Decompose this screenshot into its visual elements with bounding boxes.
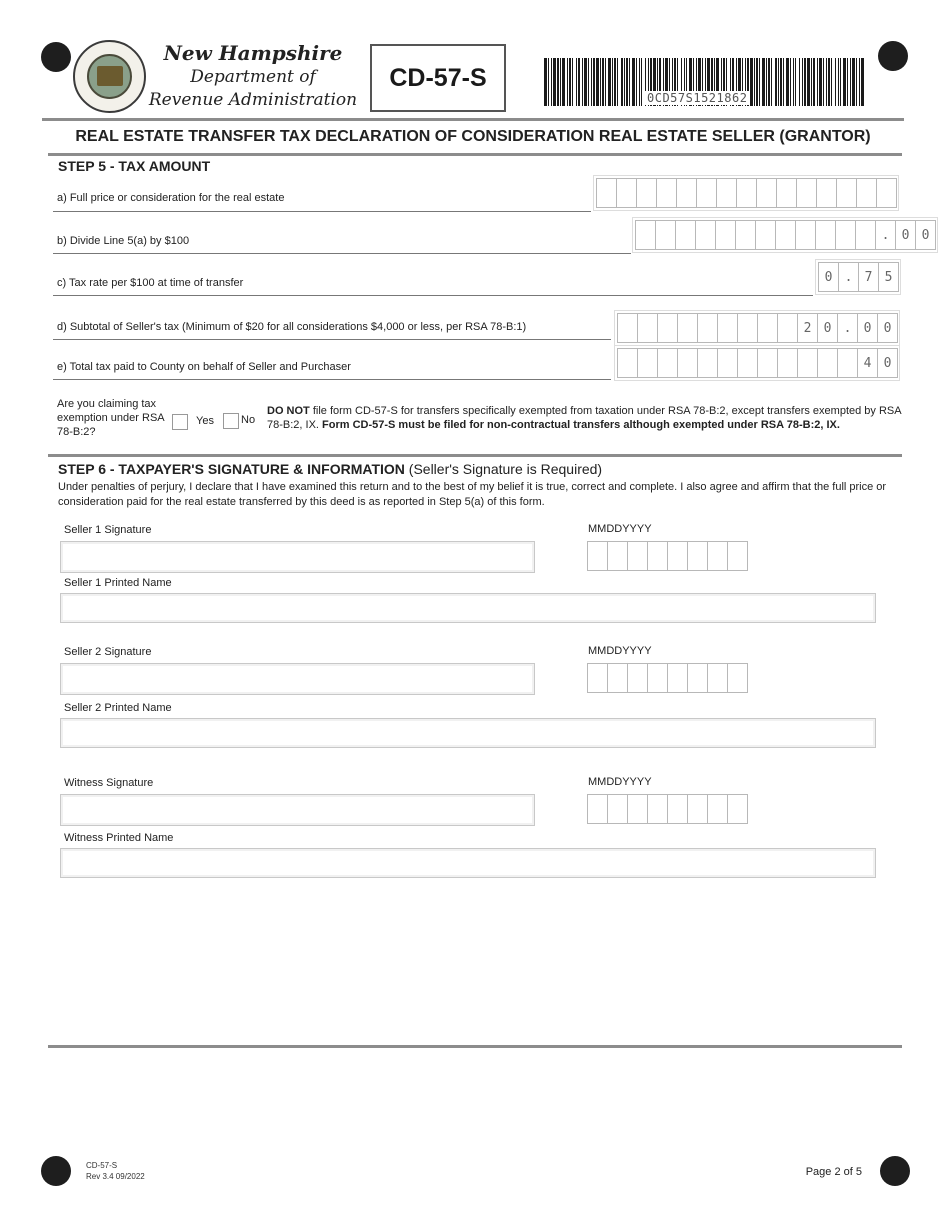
step6-heading: [58, 461, 602, 477]
digit-cell[interactable]: [837, 348, 858, 378]
title-divider: [48, 153, 902, 156]
date-digit-cell[interactable]: [687, 541, 708, 571]
digit-cell[interactable]: 0: [817, 313, 838, 343]
line-5c-rate[interactable]: [815, 259, 901, 295]
date-digit-cell[interactable]: [607, 794, 628, 824]
step6-divider: [48, 454, 902, 457]
digit-cell[interactable]: 0: [877, 313, 898, 343]
digit-cell[interactable]: [717, 313, 738, 343]
digit-cell[interactable]: [757, 313, 778, 343]
date-digit-cell[interactable]: [727, 794, 748, 824]
date-digit-cell[interactable]: [707, 541, 728, 571]
seller2-name-label: Seller 2 Printed Name: [64, 702, 172, 714]
seller1-date-label: MMDDYYYY: [588, 523, 652, 535]
date-digit-cell[interactable]: [727, 663, 748, 693]
digit-cell[interactable]: [677, 313, 698, 343]
date-digit-cell[interactable]: [667, 663, 688, 693]
digit-cell[interactable]: [635, 220, 656, 250]
exemption-yes-checkbox[interactable]: [172, 414, 188, 430]
seller2-signature-field[interactable]: [60, 663, 535, 695]
seller2-date-field[interactable]: [587, 663, 747, 693]
seller2-signature-label: Seller 2 Signature: [64, 646, 152, 658]
line-5c-underline: [53, 295, 813, 296]
digit-cell[interactable]: [736, 178, 757, 208]
line-5e-label: e) Total tax paid to County on behalf of Seller and Purchaser: [57, 361, 351, 373]
digit-cell[interactable]: [817, 348, 838, 378]
perjury-declaration: Under penalties of perjury, I declare that I have examined this return and to the best of my belief it is true, correct and complete. I also agree and affirm that the full price or consideration paid for the real estate transferred by this deed is as reported in Step 5(a) of this form.: [58, 481, 887, 508]
date-digit-cell[interactable]: [647, 663, 668, 693]
witness-date-field[interactable]: [587, 794, 747, 824]
registration-mark: [41, 42, 71, 72]
digit-cell[interactable]: 0: [857, 313, 878, 343]
seller1-date-field[interactable]: [587, 541, 747, 571]
form-id-box: CD-57-S: [370, 44, 506, 112]
line-5c-label: c) Tax rate per $100 at time of transfer: [57, 277, 244, 289]
digit-cell[interactable]: [876, 178, 897, 208]
digit-cell[interactable]: 5: [878, 262, 899, 292]
digit-cell[interactable]: [755, 220, 776, 250]
date-digit-cell[interactable]: [627, 663, 648, 693]
header-divider: [42, 118, 904, 121]
date-digit-cell[interactable]: [587, 541, 608, 571]
exemption-yes-label: Yes: [196, 415, 214, 427]
digit-cell[interactable]: [777, 313, 798, 343]
digit-cell[interactable]: 0: [818, 262, 839, 292]
digit-cell[interactable]: [675, 220, 696, 250]
note-must-file: Form CD-57-S must be filed for non-contractual transfers although exempted under RSA 78-B:2, IX.: [322, 419, 840, 431]
digit-cell[interactable]: [657, 348, 678, 378]
date-digit-cell[interactable]: [627, 794, 648, 824]
step6-subtitle: (Seller's Signature is Required): [404, 461, 603, 477]
digit-cell[interactable]: [795, 220, 816, 250]
digit-cell[interactable]: [815, 220, 836, 250]
digit-cell[interactable]: [855, 220, 876, 250]
exemption-question: Are you claiming tax exemption under RSA 78-B:2?: [57, 398, 165, 438]
step5-heading: STEP 5 - TAX AMOUNT: [58, 158, 211, 174]
digit-cell[interactable]: [777, 348, 798, 378]
digit-cell[interactable]: 0: [895, 220, 916, 250]
digit-cell[interactable]: [717, 348, 738, 378]
page-number: Page 2 of 5: [805, 1166, 862, 1178]
footer-revision: [86, 1160, 145, 1182]
date-digit-cell[interactable]: [667, 794, 688, 824]
digit-cell[interactable]: [775, 220, 796, 250]
digit-cell[interactable]: [796, 178, 817, 208]
date-digit-cell[interactable]: [667, 541, 688, 571]
digit-cell[interactable]: [757, 348, 778, 378]
exemption-no-checkbox[interactable]: [223, 413, 239, 429]
digit-cell[interactable]: [856, 178, 877, 208]
digit-cell[interactable]: [735, 220, 756, 250]
digit-cell[interactable]: [737, 348, 758, 378]
line-5a-label: a) Full price or consideration for the real estate: [57, 192, 285, 204]
exemption-note: [267, 404, 912, 432]
digit-cell[interactable]: [616, 178, 637, 208]
digit-cell[interactable]: [696, 178, 717, 208]
seller1-signature-label: Seller 1 Signature: [64, 524, 152, 536]
digit-cell[interactable]: [715, 220, 736, 250]
org-line-1: New Hampshire: [163, 41, 343, 65]
digit-cell[interactable]: [617, 313, 638, 343]
date-digit-cell[interactable]: [727, 541, 748, 571]
digit-cell[interactable]: 4: [857, 348, 878, 378]
line-5d-underline: [53, 339, 611, 340]
digit-cell[interactable]: [776, 178, 797, 208]
registration-mark: [41, 1156, 71, 1186]
digit-cell[interactable]: [655, 220, 676, 250]
digit-cell[interactable]: [677, 348, 698, 378]
registration-mark: [880, 1156, 910, 1186]
witness-name-label: Witness Printed Name: [64, 832, 174, 844]
date-digit-cell[interactable]: [587, 794, 608, 824]
date-digit-cell[interactable]: [707, 663, 728, 693]
footer-form-code: CD-57-S: [86, 1161, 118, 1170]
barcode-number: 0CD57S1521862: [644, 91, 750, 105]
seller2-name-field[interactable]: [60, 718, 876, 748]
date-digit-cell[interactable]: [607, 541, 628, 571]
digit-cell[interactable]: [596, 178, 617, 208]
note-do-not: DO NOT: [267, 405, 310, 417]
date-digit-cell[interactable]: [707, 794, 728, 824]
line-5b-label: b) Divide Line 5(a) by $100: [57, 235, 190, 247]
step6-title: STEP 6 - TAXPAYER'S SIGNATURE & INFORMATION: [58, 461, 405, 477]
digit-cell[interactable]: [835, 220, 856, 250]
digit-cell[interactable]: [637, 348, 658, 378]
digit-cell[interactable]: [617, 348, 638, 378]
footer-rev: Rev 3.4 09/2022: [86, 1172, 145, 1181]
seller1-signature-field[interactable]: [60, 541, 535, 573]
digit-cell[interactable]: [657, 313, 678, 343]
seller2-date-label: MMDDYYYY: [588, 645, 652, 657]
witness-signature-field[interactable]: [60, 794, 535, 826]
exemption-no-label: No: [241, 414, 256, 426]
date-digit-cell[interactable]: [587, 663, 608, 693]
digit-cell[interactable]: .: [838, 262, 859, 292]
digit-cell[interactable]: [656, 178, 677, 208]
form-title: REAL ESTATE TRANSFER TAX DECLARATION OF CONSIDERATION REAL ESTATE SELLER (GRANTOR): [75, 128, 871, 145]
line-5b-amount[interactable]: [632, 217, 938, 253]
seller1-name-label: Seller 1 Printed Name: [64, 577, 172, 589]
org-line-2: Department of: [190, 67, 316, 87]
date-digit-cell[interactable]: [627, 541, 648, 571]
line-5e-amount[interactable]: [614, 345, 900, 381]
digit-cell[interactable]: .: [875, 220, 896, 250]
state-seal-logo: [73, 40, 146, 113]
digit-cell[interactable]: 7: [858, 262, 879, 292]
digit-cell[interactable]: [697, 313, 718, 343]
digit-cell[interactable]: [756, 178, 777, 208]
digit-cell[interactable]: [637, 313, 658, 343]
digit-cell[interactable]: [716, 178, 737, 208]
digit-cell[interactable]: [636, 178, 657, 208]
bottom-divider: [48, 1045, 902, 1048]
line-5b-underline: [53, 253, 631, 254]
line-5e-underline: [53, 379, 611, 380]
department-name: [143, 40, 363, 112]
org-line-3: Revenue Administration: [148, 90, 358, 110]
seller1-name-field[interactable]: [60, 593, 876, 623]
witness-signature-label: Witness Signature: [64, 777, 154, 789]
date-digit-cell[interactable]: [647, 794, 668, 824]
digit-cell[interactable]: [695, 220, 716, 250]
date-digit-cell[interactable]: [687, 663, 708, 693]
note-text: file form CD-57-S for transfers specifically exempted from taxation under RSA 78-B:2, except transfers exempted by RSA 78-B:2, IX.: [267, 405, 901, 431]
digit-cell[interactable]: 2: [797, 313, 818, 343]
digit-cell[interactable]: [797, 348, 818, 378]
digit-cell[interactable]: 0: [915, 220, 936, 250]
date-digit-cell[interactable]: [647, 541, 668, 571]
digit-cell[interactable]: [836, 178, 857, 208]
witness-name-field[interactable]: [60, 848, 876, 878]
digit-cell[interactable]: [676, 178, 697, 208]
digit-cell[interactable]: [816, 178, 837, 208]
digit-cell[interactable]: .: [837, 313, 858, 343]
registration-mark: [878, 41, 908, 71]
line-5d-label: d) Subtotal of Seller's tax (Minimum of $20 for all considerations $4,000 or less, per RSA 78-B:1): [57, 321, 527, 333]
line-5a-underline: [53, 211, 591, 212]
witness-date-label: MMDDYYYY: [588, 776, 652, 788]
date-digit-cell[interactable]: [687, 794, 708, 824]
date-digit-cell[interactable]: [607, 663, 628, 693]
line-5a-amount[interactable]: [593, 175, 899, 211]
digit-cell[interactable]: [737, 313, 758, 343]
digit-cell[interactable]: [697, 348, 718, 378]
digit-cell[interactable]: 0: [877, 348, 898, 378]
line-5d-amount[interactable]: [614, 310, 900, 346]
